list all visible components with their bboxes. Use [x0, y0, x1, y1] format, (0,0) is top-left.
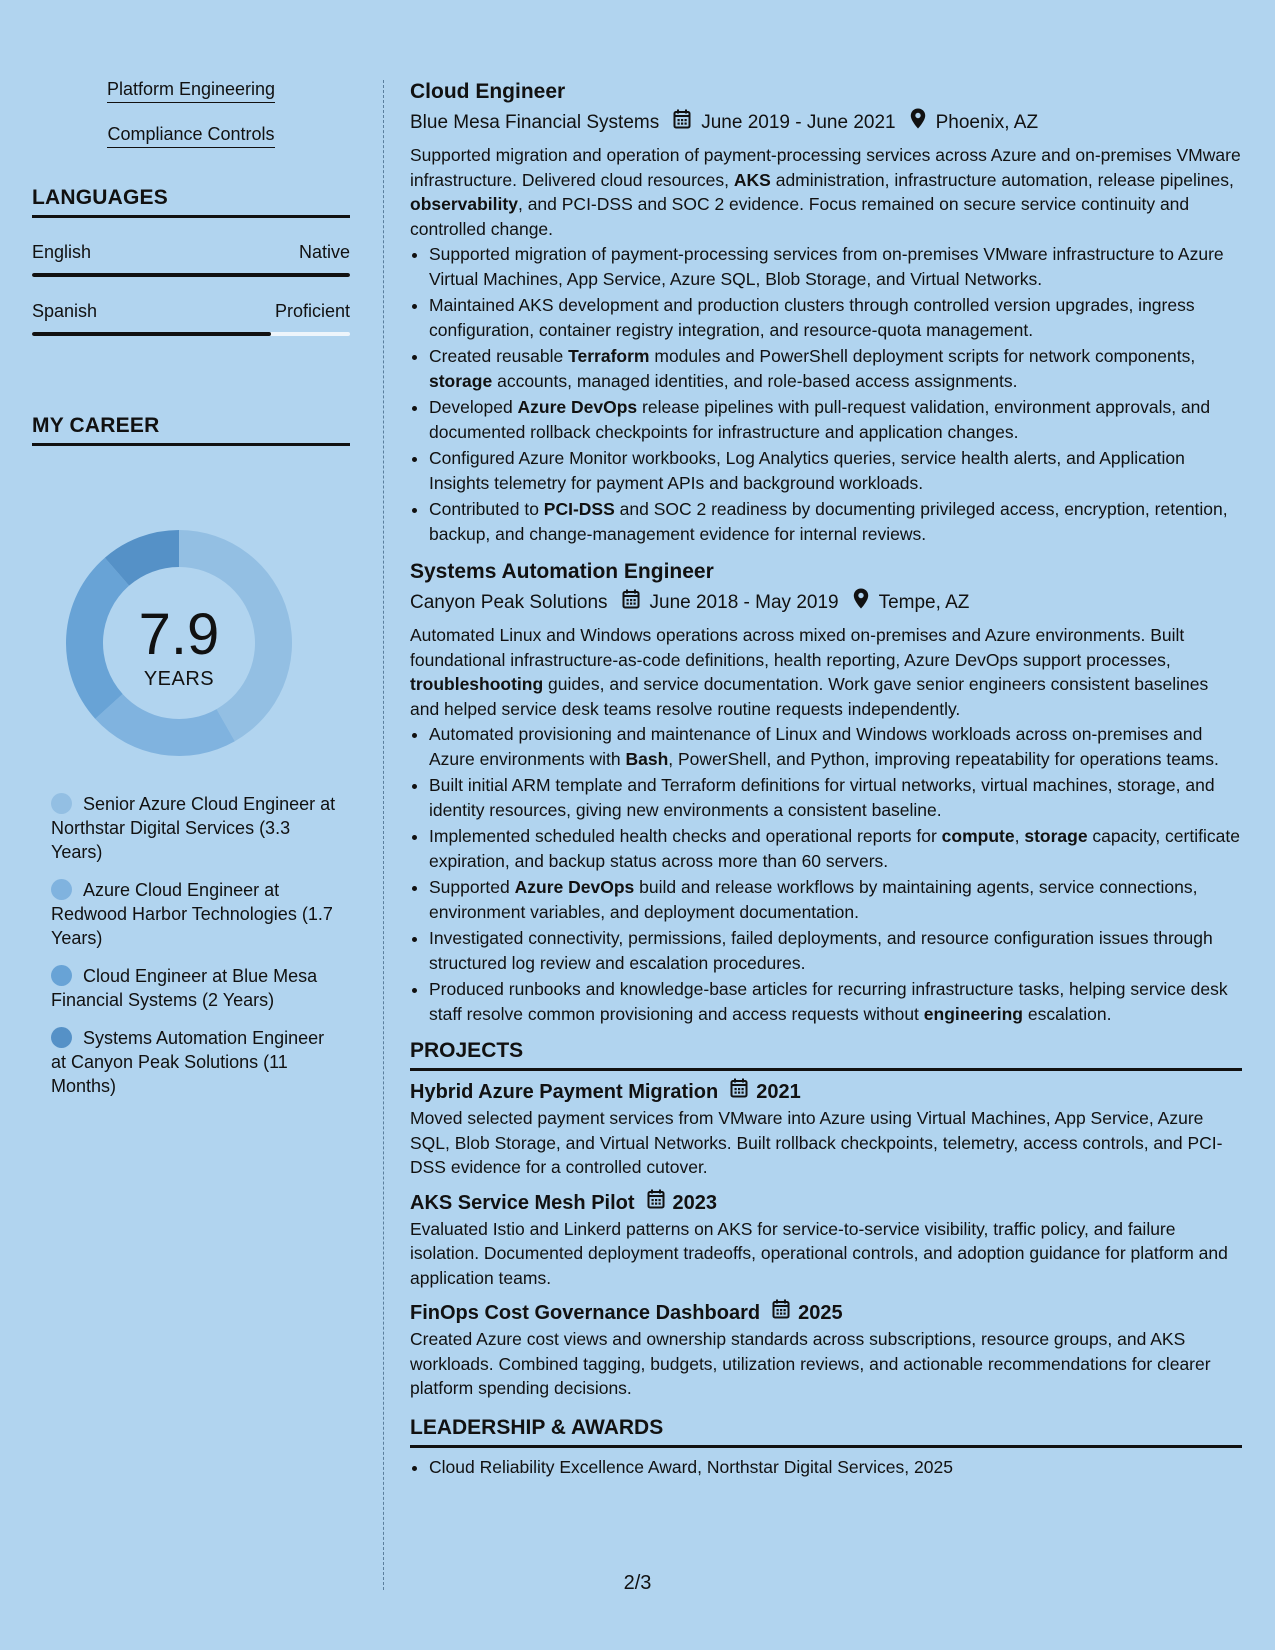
bullet-item [429, 395, 1242, 444]
project-year: 2021 [756, 1081, 801, 1103]
languages-section [32, 186, 350, 336]
text-run: , [1014, 826, 1025, 846]
awards-section [410, 1415, 1242, 1480]
map-pin-icon [910, 108, 926, 138]
project-name: Hybrid Azure Payment Migration [410, 1081, 719, 1103]
job-dates: June 2019 - June 2021 [701, 112, 896, 133]
text-run: accounts, managed identities, and role-based access assignments. [492, 370, 1018, 391]
bold-text: observability [410, 194, 518, 214]
calendar-icon [772, 1299, 790, 1327]
text-run: build and release workflows by maintaining agents, service connections, environment variables, and deployment documentation. [429, 877, 1198, 922]
map-pin-icon [853, 588, 869, 618]
project-entry [410, 1299, 1242, 1401]
job-meta [410, 108, 1242, 138]
calendar-icon [622, 589, 640, 618]
bullet-item [429, 497, 1242, 546]
job-dates: June 2018 - May 2019 [649, 592, 839, 613]
language-item [32, 242, 350, 277]
legend-item [51, 964, 341, 1012]
experience-list [410, 78, 1242, 1026]
bold-text: Azure DevOps [517, 397, 638, 417]
project-entry [410, 1189, 1242, 1291]
bullet-item [429, 446, 1242, 495]
legend-label: Senior Azure Cloud Engineer at Northstar Digital Services (3.3 Years) [51, 794, 336, 862]
text-run: guides, and service documentation. Work gave senior engineers consistent baselines and helped service desk teams resolve routine requests independently. [410, 674, 1209, 719]
bold-text: storage [1024, 826, 1088, 846]
text-run: Created reusable [429, 346, 569, 366]
sidebar [32, 78, 350, 446]
bullet-item [429, 293, 1242, 342]
text-run: Automated Linux and Windows operations across mixed on-premises and Azure environments. Built foundational infrastructure-as-code definitions, health reporting, Azure DevOps support processes, [410, 625, 1185, 670]
text-run: , and PCI-DSS and SOC 2 evidence. Focus remained on secure service continuity and controlled change. [410, 194, 1190, 239]
legend-item [51, 792, 341, 864]
bold-text: troubleshooting [410, 674, 544, 694]
donut-center [66, 530, 292, 756]
project-description: Created Azure cost views and ownership standards across subscriptions, resource groups, and AKS workloads. Combined tagging, budgets, utilization reviews, and actionable recommendations for clearer platform spending decisions. [410, 1329, 1211, 1398]
career-donut-chart [66, 530, 292, 756]
text-run: Supported migration and operation of payment-processing services across Azure and on-premises VMware infrastructure. Delivered cloud resources, [410, 145, 1241, 190]
text-run: Automated provisioning and maintenance of Linux and Windows workloads across on-premises and Azure environments with [429, 724, 1203, 769]
bold-text: engineering [923, 1003, 1023, 1024]
page-number: 2/3 [623, 1572, 652, 1594]
legend-item [51, 878, 341, 950]
bullet-item [429, 773, 1242, 822]
project-year: 2025 [798, 1302, 843, 1324]
job-location: Tempe, AZ [878, 592, 970, 613]
language-row [32, 242, 350, 263]
text-run: administration, infrastructure automation, release pipelines, [770, 169, 1234, 190]
project-name: FinOps Cost Governance Dashboard [410, 1302, 761, 1324]
project-title [410, 1078, 1242, 1106]
text-run: Configured Azure Monitor workbooks, Log Analytics queries, service health alerts, and Application Insights telemetry for payment APIs and background workloads. [429, 448, 1185, 493]
projects-section [410, 1038, 1242, 1401]
bold-text: storage [429, 370, 493, 391]
career-title: MY CAREER [32, 414, 350, 446]
job-summary [410, 623, 1242, 721]
job-bullets [410, 722, 1242, 1026]
text-run: Implemented scheduled health checks and operational reports for [429, 826, 942, 846]
legend-dot [51, 793, 72, 814]
text-run: Supported migration of payment-processing services from on-premises VMware infrastructure to Azure Virtual Machines, App Service, Azure SQL, Blob Storage, and Virtual Networks. [429, 244, 1224, 289]
language-bar-fill [32, 332, 271, 336]
languages-list [32, 242, 350, 336]
main-content [410, 78, 1242, 1481]
language-item [32, 301, 350, 336]
project-description: Moved selected payment services from VMware into Azure using Virtual Machines, App Service, Azure SQL, Blob Storage, and Virtual Networks. Built rollback checkpoints, telemetry, access controls, and PCI-DSS evidence for a controlled cutover. [410, 1108, 1223, 1177]
job-location: Phoenix, AZ [935, 112, 1039, 133]
language-bar [32, 332, 350, 336]
language-bar [32, 273, 350, 277]
language-level: Native [298, 242, 350, 262]
projects-title: PROJECTS [410, 1038, 1242, 1071]
text-run: escalation. [1022, 1003, 1112, 1024]
text-run: Investigated connectivity, permissions, failed deployments, and resource configuration issues through structured log review and escalation procedures. [429, 928, 1213, 973]
text-run: Maintained AKS development and production clusters through controlled version upgrades, ingress configuration, container registry integration, and resource-quota management. [429, 295, 1195, 340]
text-run: , PowerShell, and Python, improving repeatability for operations teams. [668, 748, 1219, 769]
bullet-item [429, 926, 1242, 975]
text-run: Contributed to [429, 499, 544, 519]
legend-dot [51, 879, 72, 900]
bullet-item [429, 977, 1242, 1026]
skills-list [32, 78, 350, 148]
job-summary [410, 143, 1242, 241]
project-name: AKS Service Mesh Pilot [410, 1191, 635, 1214]
calendar-icon [730, 1078, 748, 1106]
bold-text: Azure DevOps [514, 877, 635, 897]
job-bullets [410, 242, 1242, 546]
text-run: and SOC 2 readiness by documenting privileged access, encryption, retention, backup, and change-management evidence for internal reviews. [429, 499, 1228, 544]
project-year: 2023 [672, 1191, 718, 1214]
legend-label: Systems Automation Engineer at Canyon Peak Solutions (11 Months) [51, 1028, 325, 1096]
award-item: • Cloud Reliability Excellence Award, Northstar Digital Services, 2025 [429, 1455, 1242, 1480]
job-title: Cloud Engineer [410, 80, 566, 103]
text-run: modules and PowerShell deployment scripts for network components, [649, 346, 1196, 366]
text-run: capacity, certificate expiration, and backup status across more than 60 servers. [429, 826, 1240, 871]
bold-text: AKS [733, 169, 771, 190]
bullet-item [429, 722, 1242, 771]
legend-label: Azure Cloud Engineer at Redwood Harbor Technologies (1.7 Years) [51, 880, 333, 948]
text-run: release pipelines with pull-request validation, environment approvals, and documented rollback checkpoints for infrastructure and application changes. [429, 397, 1211, 442]
awards-title: LEADERSHIP & AWARDS [410, 1415, 1242, 1448]
skill-link[interactable]: Compliance Controls [107, 123, 274, 148]
job-entry [410, 558, 1242, 1026]
project-description: Evaluated Istio and Linkerd patterns on AKS for service-to-service visibility, traffic policy, and failure isolation. Documented deployment tradeoffs, operational controls, and adoption guidance for platform and application teams. [410, 1218, 1228, 1288]
bold-text: PCI-DSS [543, 499, 615, 519]
calendar-icon [673, 109, 691, 138]
language-level: Proficient [274, 301, 350, 321]
project-title [410, 1299, 1242, 1327]
job-company: Canyon Peak Solutions [410, 592, 608, 613]
text-run: Developed [429, 397, 518, 417]
awards-list [410, 1455, 1242, 1480]
bold-text: compute [941, 826, 1015, 846]
job-company: Blue Mesa Financial Systems [410, 112, 660, 133]
bullet-item [429, 344, 1242, 393]
career-total-unit: YEARS [143, 668, 215, 690]
legend-dot [51, 965, 72, 986]
bold-text: Bash [625, 748, 669, 769]
text-run: Supported [429, 877, 515, 897]
bullet-item [429, 875, 1242, 924]
job-title: Systems Automation Engineer [410, 560, 714, 583]
project-entry [410, 1078, 1242, 1180]
legend-label: Cloud Engineer at Blue Mesa Financial Systems (2 Years) [51, 966, 318, 1010]
language-name: Spanish [32, 301, 98, 321]
career-total-value: 7.9 [138, 602, 220, 667]
project-title [410, 1189, 1242, 1217]
text-run: Built initial ARM template and Terraform definitions for virtual networks, virtual machines, storage, and identity resources, giving new environments a consistent baseline. [429, 775, 1215, 820]
languages-title: LANGUAGES [32, 186, 350, 218]
bullet-item [429, 242, 1242, 291]
language-bar-fill [32, 273, 350, 277]
bold-text: Terraform [568, 346, 650, 366]
text-run: Produced runbooks and knowledge-base articles for recurring infrastructure tasks, helping service desk staff resolve common provisioning and access requests without [429, 979, 1228, 1024]
skill-link[interactable]: Platform Engineering [107, 78, 275, 103]
projects-list [410, 1078, 1242, 1401]
legend-dot [51, 1027, 72, 1048]
language-row [32, 301, 350, 322]
column-divider [383, 80, 384, 1590]
career-legend [51, 792, 341, 1112]
job-entry [410, 78, 1242, 546]
bullet-item [429, 824, 1242, 873]
job-meta [410, 588, 1242, 618]
legend-item [51, 1026, 341, 1098]
calendar-icon [647, 1189, 665, 1217]
career-section [32, 414, 350, 446]
language-name: English [32, 242, 92, 262]
